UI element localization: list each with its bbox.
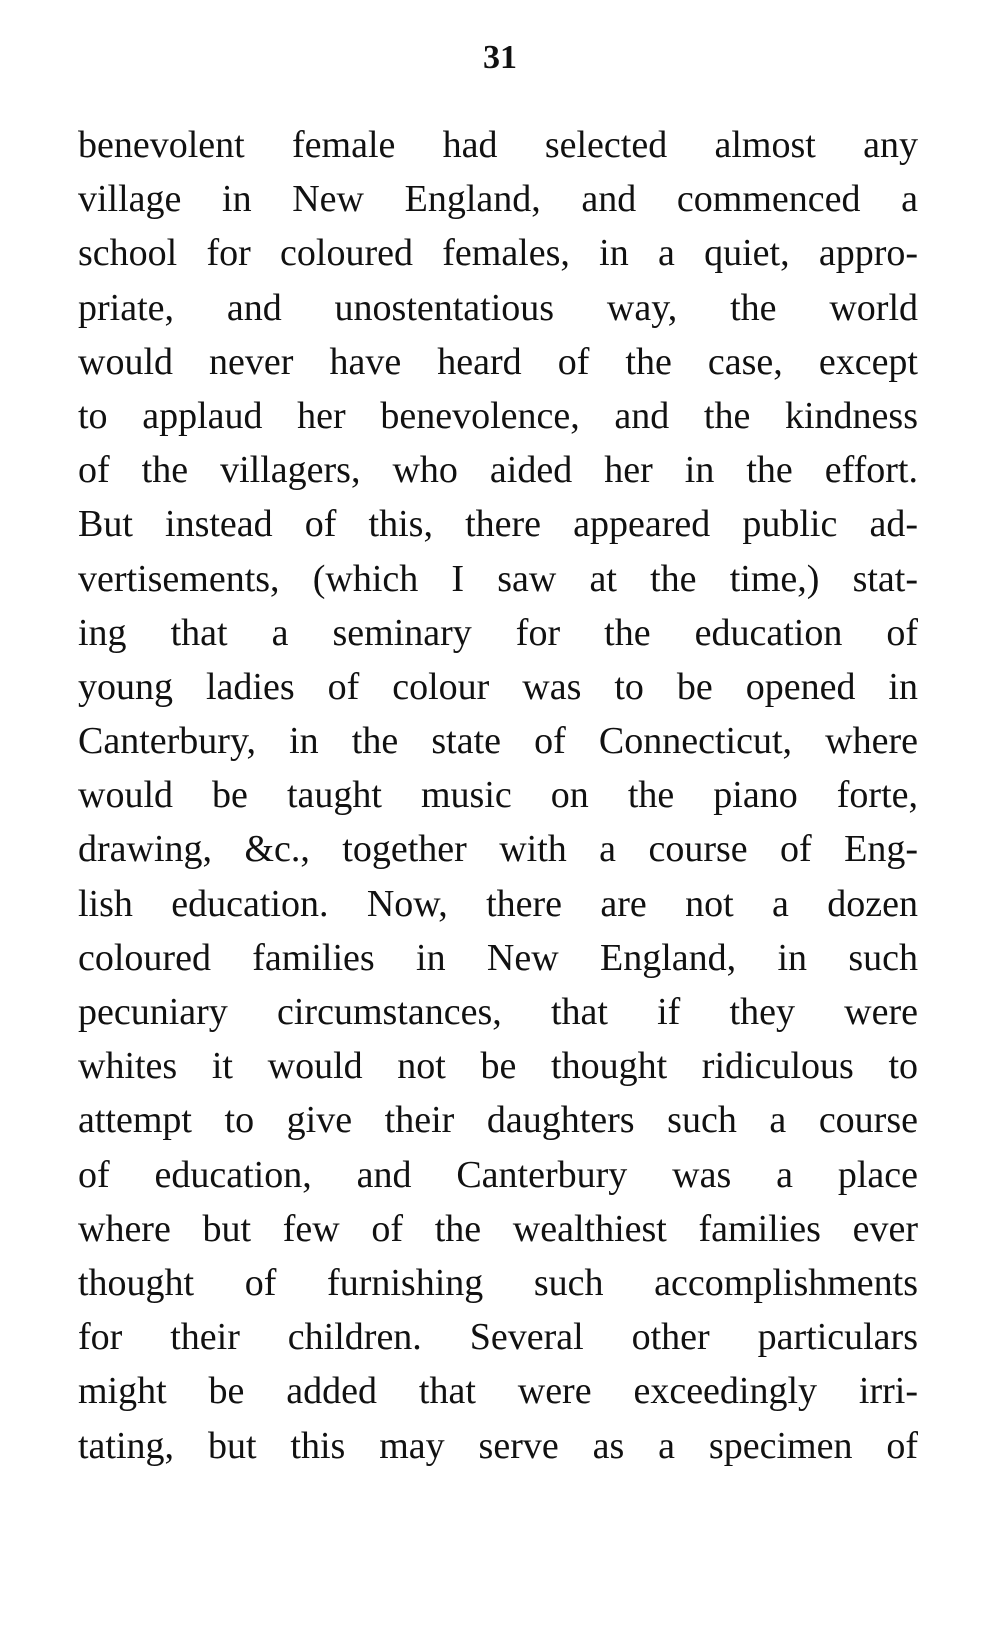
text-line: where but few of the wealthiest families ever [78,1207,918,1250]
text-line: ing that a seminary for the education of [78,611,918,654]
text-line: of education, and Canterbury was a place [78,1153,918,1196]
text-line: But instead of this, there appeared public ad- [78,503,918,546]
text-line: to applaud her benevolence, and the kindness [78,394,918,437]
text-line: lish education. Now, there are not a dozen [78,882,918,925]
text-line: young ladies of colour was to be opened in [78,665,918,708]
text-line: vertisements, (which I saw at the time,) stat- [78,557,918,600]
text-line: coloured families in New England, in such [78,936,918,979]
text-line: might be added that were exceedingly irri- [78,1370,918,1413]
text-line: pecuniary circumstances, that if they were [78,991,918,1033]
text-line: whites it would not be thought ridiculous to [78,1045,918,1088]
text-line: village in New England, and commenced a [78,178,918,221]
text-line: of the villagers, who aided her in the effort. [78,449,918,492]
text-line: would never have heard of the case, except [78,340,918,383]
text-line: would be taught music on the piano forte, [78,774,918,817]
text-line: priate, and unostentatious way, the world [78,286,918,329]
text-line: attempt to give their daughters such a course [78,1099,918,1142]
text-line: for their children. Several other particulars [78,1316,918,1359]
text-line: Canterbury, in the state of Connecticut, where [78,720,918,763]
text-line: drawing, &c., together with a course of Eng- [78,828,918,871]
body-text [78,118,918,1473]
text-line: school for coloured females, in a quiet, appro- [78,232,918,275]
text-line: tating, but this may serve as a specimen of [78,1424,918,1467]
page-number: 31 [483,39,517,76]
text-line: benevolent female had selected almost any [78,124,918,166]
text-line: thought of furnishing such accomplishments [78,1261,918,1304]
